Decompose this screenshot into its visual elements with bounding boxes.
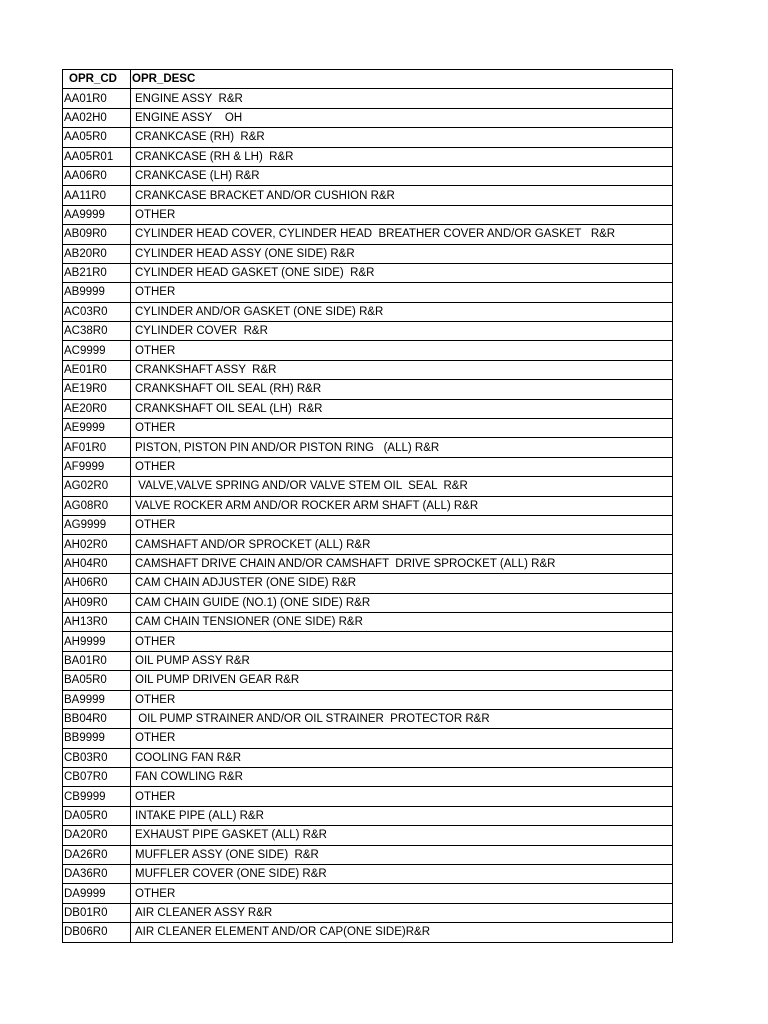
table-row [63,205,673,224]
opr-description-cell: CRANKCASE BRACKET AND/OR CUSHION R&R [131,186,673,205]
column-header-opr-desc: OPR_DESC [131,70,673,89]
opr-code-cell: BA9999 [63,690,131,709]
table-row [63,477,673,496]
table-row [63,263,673,282]
opr-description-cell: CAM CHAIN GUIDE (NO.1) (ONE SIDE) R&R [131,593,673,612]
opr-description-cell: OTHER [131,457,673,476]
opr-code-cell: AB09R0 [63,225,131,244]
table-row [63,515,673,534]
opr-code-cell: DB06R0 [63,923,131,942]
table-row [63,89,673,108]
opr-code-cell: BA01R0 [63,651,131,670]
opr-code-cell: AH02R0 [63,535,131,554]
table-row [63,360,673,379]
opr-description-cell: OTHER [131,884,673,903]
opr-code-cell: AA11R0 [63,186,131,205]
opr-code-cell: AA01R0 [63,89,131,108]
opr-description-cell: OTHER [131,283,673,302]
opr-code-cell: AG02R0 [63,477,131,496]
table-row [63,923,673,942]
table-row [63,903,673,922]
table-row [63,283,673,302]
table-row [63,108,673,127]
column-header-opr-cd: OPR_CD [63,70,131,89]
opr-description-cell: CYLINDER COVER R&R [131,322,673,341]
opr-description-cell: CYLINDER HEAD GASKET (ONE SIDE) R&R [131,263,673,282]
opr-code-cell: AE20R0 [63,399,131,418]
table-row [63,419,673,438]
opr-code-cell: AA06R0 [63,166,131,185]
opr-code-cell: AH06R0 [63,574,131,593]
table-row [63,399,673,418]
table-row [63,690,673,709]
opr-description-cell: OTHER [131,690,673,709]
opr-description-cell: CRANKSHAFT OIL SEAL (LH) R&R [131,399,673,418]
opr-code-table [62,69,673,943]
opr-description-cell: OIL PUMP DRIVEN GEAR R&R [131,671,673,690]
table-row [63,865,673,884]
opr-code-cell: AH9999 [63,632,131,651]
table-row [63,826,673,845]
opr-description-cell: CYLINDER HEAD COVER, CYLINDER HEAD BREATHER COVER AND/OR GASKET R&R [131,225,673,244]
opr-description-cell: CRANKCASE (RH & LH) R&R [131,147,673,166]
opr-code-cell: DB01R0 [63,903,131,922]
opr-code-cell: AA9999 [63,205,131,224]
table-row [63,128,673,147]
table-row [63,612,673,631]
opr-description-cell: CRANKCASE (RH) R&R [131,128,673,147]
table-row [63,380,673,399]
opr-code-cell: DA05R0 [63,806,131,825]
opr-code-cell: BA05R0 [63,671,131,690]
opr-description-cell: CRANKSHAFT OIL SEAL (RH) R&R [131,380,673,399]
table-row [63,709,673,728]
opr-description-cell: CAMSHAFT DRIVE CHAIN AND/OR CAMSHAFT DRIVE SPROCKET (ALL) R&R [131,554,673,573]
opr-code-cell: AH04R0 [63,554,131,573]
opr-description-cell: OTHER [131,787,673,806]
opr-code-cell: CB03R0 [63,748,131,767]
opr-code-cell: AB9999 [63,283,131,302]
table-row [63,554,673,573]
opr-description-cell: OTHER [131,205,673,224]
opr-code-cell: CB9999 [63,787,131,806]
opr-code-cell: AC9999 [63,341,131,360]
opr-code-cell: BB9999 [63,729,131,748]
opr-description-cell: EXHAUST PIPE GASKET (ALL) R&R [131,826,673,845]
opr-code-cell: AC03R0 [63,302,131,321]
opr-description-cell: CAMSHAFT AND/OR SPROCKET (ALL) R&R [131,535,673,554]
opr-description-cell: ENGINE ASSY R&R [131,89,673,108]
opr-description-cell: CAM CHAIN ADJUSTER (ONE SIDE) R&R [131,574,673,593]
table-row [63,787,673,806]
opr-code-cell: DA9999 [63,884,131,903]
opr-code-cell: AE19R0 [63,380,131,399]
opr-description-cell: OTHER [131,419,673,438]
table-row [63,496,673,515]
opr-description-cell: OIL PUMP ASSY R&R [131,651,673,670]
opr-code-cell: AB20R0 [63,244,131,263]
opr-code-cell: AF9999 [63,457,131,476]
table-row [63,244,673,263]
opr-description-cell: OIL PUMP STRAINER AND/OR OIL STRAINER PROTECTOR R&R [131,709,673,728]
opr-description-cell: VALVE ROCKER ARM AND/OR ROCKER ARM SHAFT (ALL) R&R [131,496,673,515]
table-row [63,748,673,767]
table-row [63,457,673,476]
table-row [63,341,673,360]
opr-description-cell: OTHER [131,515,673,534]
table-row [63,147,673,166]
opr-code-cell: AE01R0 [63,360,131,379]
table-row [63,806,673,825]
opr-description-cell: OTHER [131,632,673,651]
table-body [63,89,673,942]
opr-code-cell: AG08R0 [63,496,131,515]
table-row [63,186,673,205]
opr-description-cell: ENGINE ASSY OH [131,108,673,127]
opr-code-cell: AG9999 [63,515,131,534]
table-row [63,593,673,612]
table-row [63,884,673,903]
opr-description-cell: CRANKSHAFT ASSY R&R [131,360,673,379]
table-row [63,845,673,864]
table-row [63,302,673,321]
opr-code-cell: BB04R0 [63,709,131,728]
opr-code-cell: AA05R0 [63,128,131,147]
table-row [63,651,673,670]
opr-code-cell: AH09R0 [63,593,131,612]
opr-description-cell: AIR CLEANER ASSY R&R [131,903,673,922]
opr-description-cell: FAN COWLING R&R [131,768,673,787]
opr-description-cell: PISTON, PISTON PIN AND/OR PISTON RING (ALL) R&R [131,438,673,457]
table-row [63,535,673,554]
table-row [63,768,673,787]
opr-code-cell: AF01R0 [63,438,131,457]
table-row [63,438,673,457]
table-row [63,729,673,748]
header-row [63,70,673,89]
opr-code-cell: DA26R0 [63,845,131,864]
opr-description-cell: VALVE,VALVE SPRING AND/OR VALVE STEM OIL SEAL R&R [131,477,673,496]
opr-description-cell: MUFFLER COVER (ONE SIDE) R&R [131,865,673,884]
opr-description-cell: CYLINDER AND/OR GASKET (ONE SIDE) R&R [131,302,673,321]
table-row [63,225,673,244]
opr-description-cell: INTAKE PIPE (ALL) R&R [131,806,673,825]
opr-description-cell: CYLINDER HEAD ASSY (ONE SIDE) R&R [131,244,673,263]
opr-code-cell: DA36R0 [63,865,131,884]
opr-description-cell: COOLING FAN R&R [131,748,673,767]
opr-description-cell: OTHER [131,341,673,360]
opr-code-cell: DA20R0 [63,826,131,845]
opr-description-cell: MUFFLER ASSY (ONE SIDE) R&R [131,845,673,864]
opr-description-cell: CRANKCASE (LH) R&R [131,166,673,185]
opr-code-cell: AA02H0 [63,108,131,127]
opr-code-cell: AA05R01 [63,147,131,166]
opr-description-cell: AIR CLEANER ELEMENT AND/OR CAP(ONE SIDE)R&R [131,923,673,942]
opr-code-cell: AE9999 [63,419,131,438]
opr-code-cell: CB07R0 [63,768,131,787]
table-row [63,671,673,690]
opr-description-cell: CAM CHAIN TENSIONER (ONE SIDE) R&R [131,612,673,631]
opr-code-cell: AH13R0 [63,612,131,631]
table-row [63,574,673,593]
opr-code-cell: AB21R0 [63,263,131,282]
opr-description-cell: OTHER [131,729,673,748]
table-row [63,322,673,341]
table-row [63,632,673,651]
opr-code-cell: AC38R0 [63,322,131,341]
table-row [63,166,673,185]
